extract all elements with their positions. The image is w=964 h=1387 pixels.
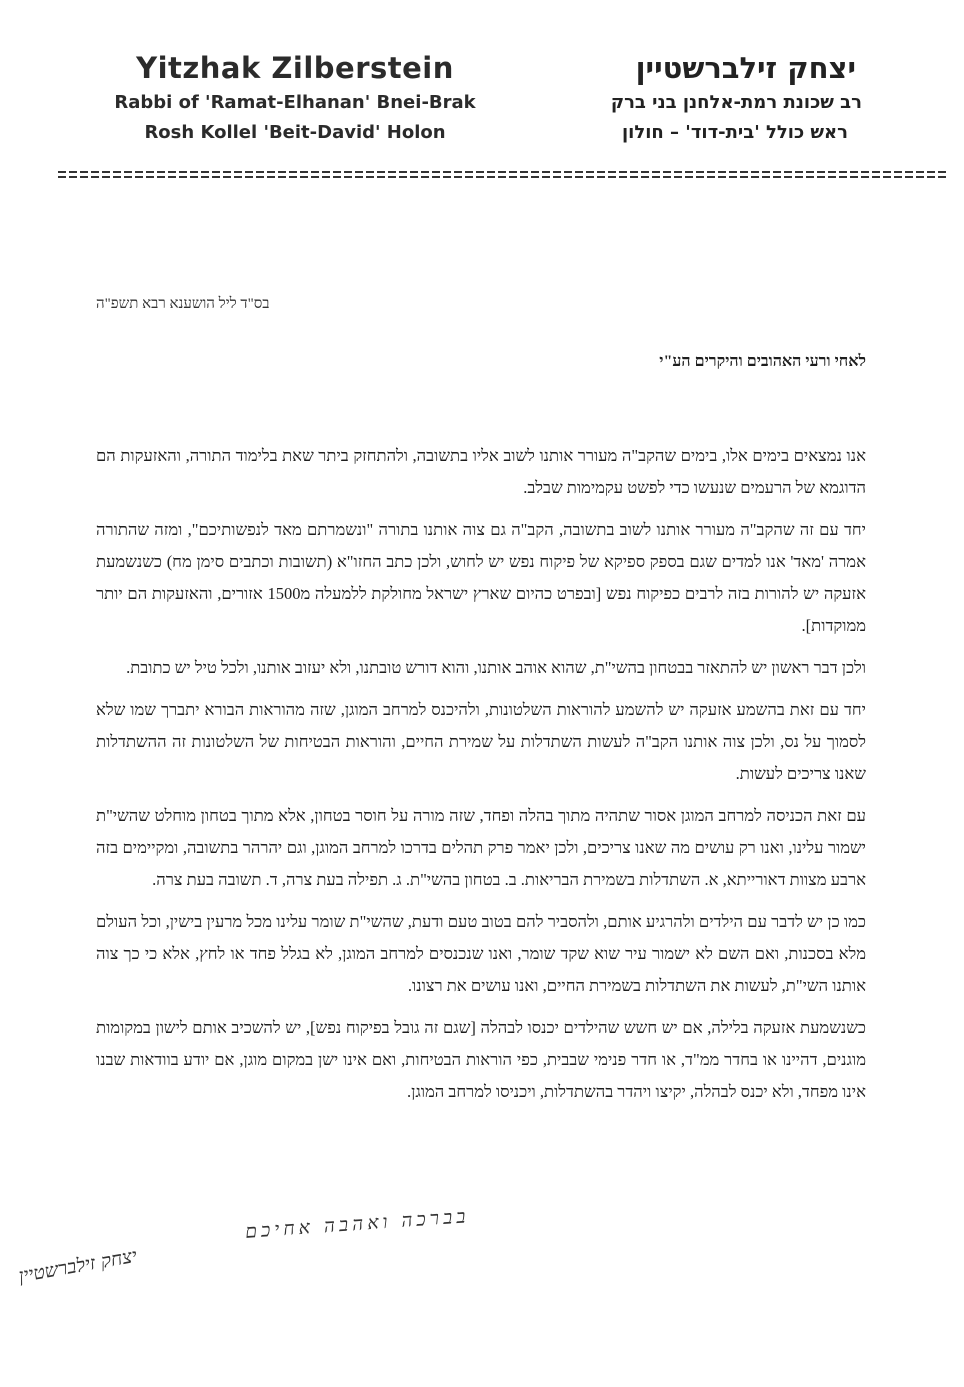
letterhead-divider xyxy=(58,171,948,178)
letter-body xyxy=(96,440,866,1118)
paragraph: כמו כן יש לדבר עם הילדים ולהרגיע אותם, ולהסביר להם בטוב טעם ודעת, שהשי"ת שומר עלינו מכל מרעין בישין, וכל העולם מלא בסכנות, ואם השם לא ישמור עיר שוא שקד שומר, ואנו שנכנסים למרחב המוגן, לא בגלל פחד או לחץ, אלא כי כך צוה אותנו השי"ת, לעשות את השתדלות בשמירת החיים, ואנו עושים את רצונו. xyxy=(96,912,866,995)
paragraph: יחד עם זה שהקב"ה מעורר אותנו לשוב בתשובה, הקב"ה גם צוה אותנו בתורה "ונשמרתם מאד לנפשותיכם", ומזה שהתורה אמרה 'מאד' אנו למדים שגם בספק ספיקא של פיקוח נפש יש לחוש, ולכן כתב החזו"א (תשובות וכתבים סימן מח) כשנשמעת אזעקה יש להורות בזה לרבים כפיקוח נפש [ובפרט כהיום שארץ ישראל מחולקת ללמעלה מ1500 אזורים, והאזעקות הם יותר ממוקדות]. xyxy=(96,520,866,635)
handwritten-signature: יצחק זילברשטיין xyxy=(16,1244,139,1288)
author-title-hebrew-1: רב שכונת רמת-אלחנן בני ברק xyxy=(610,92,862,113)
paragraph: כשנשמעת אזעקה בלילה, אם יש חשש שהילדים יכנסו לבהלה [שגם זה גובל בפיקוח נפש], יש להשכיב אותם לישון במקומות מוגנים, דהיינו או בחדר ממ"ד, או חדר פנימי שבבית, כפי הוראות הבטיחות, ואם אינו ישן במקום מוגן, אם יודע בוודאות שבנו אינו מפחד, ולא יכנס לבהלה, יקיצו ויהדר בהשתדלות, ויכניסו למרחב המוגן. xyxy=(96,1018,866,1101)
letterhead-english xyxy=(110,48,480,148)
author-title-english-2: Rosh Kollel 'Beit-David' Holon xyxy=(144,122,446,143)
date-line: בס"ד ליל הושענא רבא תשפ"ה xyxy=(96,296,270,312)
paragraph: יחד עם זאת בהשמע אזעקה יש להשמע להוראות השלטונות, ולהיכנס למרחב המוגן, שזה מהוראות הבורא יתברך שמו שלא לסמוך על נס, ולכן צוה אותנו הקב"ה לעשות השתדלות על שמירת החיים, והוראות הבטיחות של השלטונות זה ההשתדלות שאנו צריכים לעשות. xyxy=(96,700,866,783)
paragraph: עם זאת הכניסה למרחב המוגן אסור שתהיה מתוך בהלה ופחד, שזה מורה על חוסר בטחון, אלא מתוך בטחון מוחלט שהשי"ת ישמור עלינו, ואנו רק עושים מה שאנו צריכים, ולכן יאמר פרק תהלים בדרכו למרחב המוגן, וגם יהרהר בתשובה, ומקיימים בזה ארבע מצוות דאורייתא, א. השתדלות בשמירת הבריאות. ב. בטחון בהשי"ת. ג. תפילה בעת צרה, ד. תשובה בעת צרה. xyxy=(96,806,866,889)
letterhead-hebrew xyxy=(560,48,870,148)
author-title-english-1: Rabbi of 'Ramat-Elhanan' Bnei-Brak xyxy=(114,92,476,113)
author-title-hebrew-2: ראש כולל 'בית-דוד' – חולון xyxy=(621,122,848,143)
author-name-english: Yitzhak Zilberstein xyxy=(136,51,454,85)
paragraph: אנו נמצאים בימים אלו, בימים שהקב"ה מעורר אותנו לשוב אליו בתשובה, ולהתחזק ביתר שאת בלימוד התורה, והאזעקות הם הדוגמא של הרעמים שנעשו כדי לפשט עקמימות שבלב. xyxy=(96,446,866,497)
handwritten-closing: בברכה ואהבה אחיכם xyxy=(244,1205,471,1243)
salutation: לאחי ורעי האהובים והיקרים הע"י xyxy=(659,353,866,370)
author-name-hebrew: יצחק זילברשטיין xyxy=(635,51,856,85)
paragraph: ולכן דבר ראשון יש להתאזר בבטחון בהשי"ת, שהוא אוהב אותנו, והוא דורש טובתנו, ולא יעזוב אותנו, ולכל טיל יש כתובת. xyxy=(126,658,866,677)
